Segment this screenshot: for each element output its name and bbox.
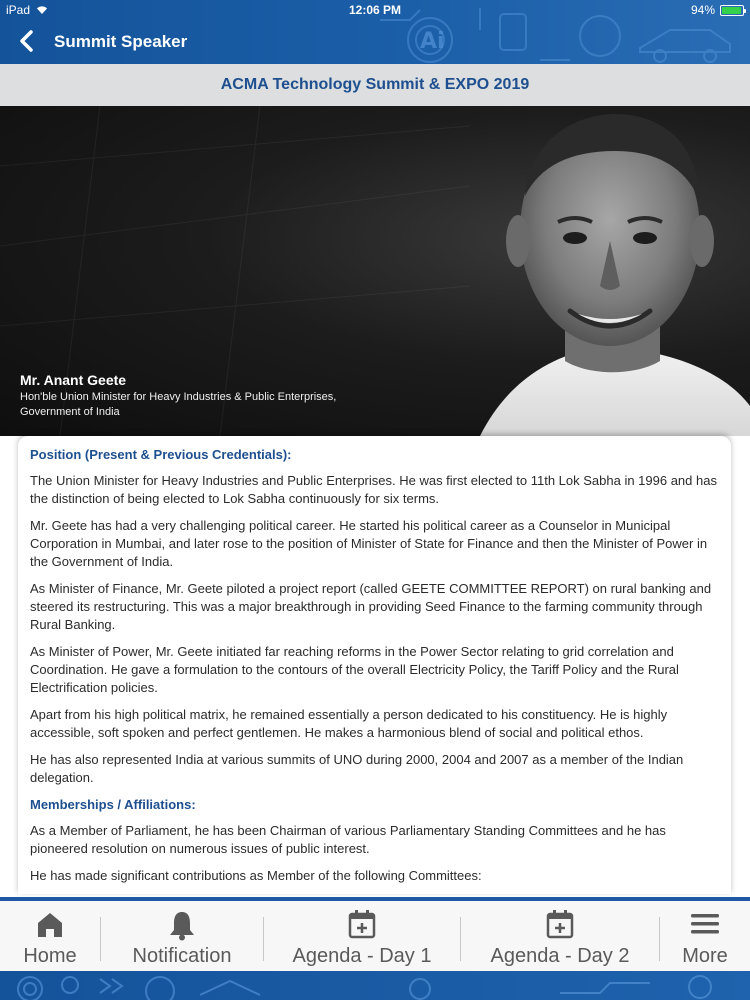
- event-title-strip: ACMA Technology Summit & EXPO 2019: [0, 64, 750, 106]
- home-icon: [35, 909, 65, 939]
- battery-icon: [720, 5, 744, 16]
- app-header: [0, 0, 750, 64]
- tab-home[interactable]: [0, 901, 100, 971]
- tab-more[interactable]: [660, 901, 750, 971]
- status-time: 12:06 PM: [348, 3, 402, 17]
- bio-paragraph: He has also represented India at various summits of UNO during 2000, 2004 and 2007 as a member of the Indian delegation.: [30, 752, 684, 785]
- tab-notification-label: Notification: [132, 945, 232, 967]
- status-bar: [0, 0, 750, 20]
- bio-paragraph: The Union Minister for Heavy Industries and Public Enterprises. He was first elected to 11th Lok Sabha in 1996 and has the distinction of being elected to Lok Sabha continuously for six terms.: [30, 473, 717, 506]
- bio-paragraph: Apart from his high political matrix, he remained essentially a person dedicated to his constituency. He is highly accessible, soft spoken and perfect gentlemen. He makes a harmonious blend of social and political ethos.: [30, 707, 668, 740]
- speaker-bio-card[interactable]: [18, 436, 731, 894]
- tab-more-label: More: [682, 945, 728, 967]
- chevron-left-icon: [14, 28, 40, 54]
- tab-home-label: Home: [23, 945, 77, 967]
- speaker-hero: [0, 106, 750, 436]
- back-button[interactable]: [14, 28, 40, 54]
- tab-agenda-day-1[interactable]: [264, 901, 460, 971]
- speaker-name: Mr. Anant Geete: [20, 372, 127, 388]
- tab-notification[interactable]: [101, 901, 263, 971]
- nav-bar: [0, 22, 750, 62]
- calendar-add-icon: [545, 909, 575, 939]
- bell-icon: [167, 909, 197, 941]
- position-heading: Position (Present & Previous Credentials):: [30, 447, 292, 462]
- bio-paragraph: As Minister of Finance, Mr. Geete piloted a project report (called GEETE COMMITTEE REPORT) on rural banking and steered its restructuring. This was a major breakthrough in providing Seed Finance to the farming community through Rural Banking.: [30, 581, 712, 632]
- footer-decoration: [0, 971, 750, 1000]
- speaker-designation-line1: Hon'ble Union Minister for Heavy Industries & Public Enterprises,: [20, 391, 337, 403]
- tab-agenda-day-1-label: Agenda - Day 1: [292, 945, 432, 967]
- svg-text:Ai: Ai: [420, 29, 445, 54]
- speaker-designation-line2: Government of India: [20, 406, 120, 418]
- footer-tech-pattern: [0, 971, 750, 1000]
- battery-percent: 94%: [690, 3, 715, 17]
- speaker-photo: [470, 106, 750, 436]
- battery-fill: [722, 7, 741, 14]
- tab-agenda-day-2[interactable]: [461, 901, 659, 971]
- status-battery: [691, 3, 744, 17]
- page-title: Summit Speaker: [54, 32, 188, 51]
- calendar-add-icon: [347, 909, 377, 939]
- memberships-heading: Memberships / Affiliations:: [30, 797, 196, 812]
- carrier-label: iPad: [6, 3, 31, 17]
- bio-paragraph: Mr. Geete has had a very challenging political career. He started his political career as a Counselor in Municipal Corporation in Mumbai, and later rose to the position of Minister of State for Finance and then the Minister of Power in the Government of India.: [30, 518, 708, 569]
- bottom-tab-bar: [0, 897, 750, 971]
- memberships-paragraph: As a Member of Parliament, he has been Chairman of various Parliamentary Standing Committees and he has pioneered resolution on numerous issues of public interest.: [30, 823, 666, 856]
- memberships-paragraph: He has made significant contributions as Member of the following Committees:: [30, 868, 482, 883]
- tab-agenda-day-2-label: Agenda - Day 2: [490, 945, 630, 967]
- menu-icon: [689, 909, 721, 939]
- speaker-designation: [20, 390, 400, 420]
- bio-paragraph: As Minister of Power, Mr. Geete initiated far reaching reforms in the Power Sector relating to grid correlation and Coordination. He gave a formulation to the contours of the overall Electricity Policy, the Tariff Policy and the Rural Electrification policies.: [30, 644, 679, 695]
